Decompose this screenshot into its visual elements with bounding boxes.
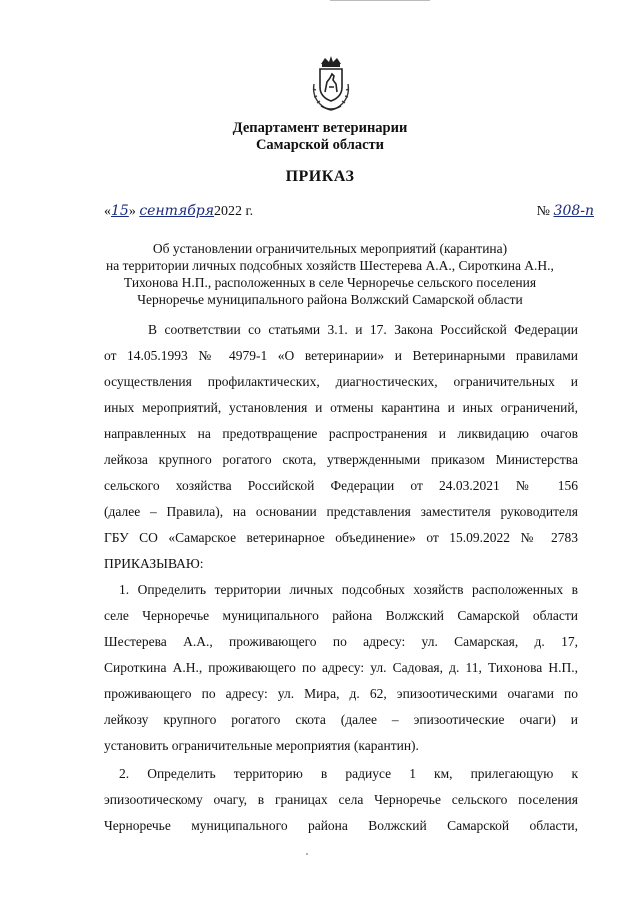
body-line: селе Черноречье муниципального района Волжский Самарской области <box>104 608 578 623</box>
date-day-handwritten: 15 <box>111 203 129 219</box>
date-year: 2022 г. <box>214 204 254 219</box>
title-line: на территории личных подсобных хозяйств Шестерева А.А., Сироткина А.Н., <box>106 258 554 273</box>
document-type-heading: ПРИКАЗ <box>285 168 355 185</box>
title-line: Тихонова Н.П., расположенных в селе Черноречье сельского поселения <box>123 275 537 290</box>
scan-speck <box>306 853 308 855</box>
body-line: Черноречье муниципального района Волжский Самарской области, <box>104 818 578 833</box>
body-line: эпизоотическому очагу, в границах села Черноречье сельского поселения <box>104 792 578 807</box>
body-line: осуществления профилактических, диагностических, ограничительных и <box>104 374 578 389</box>
body-line: Шестерева А.А., проживающего по адресу: ул. Самарская, д. 17, <box>104 634 578 649</box>
body-line: сельского хозяйства Российской Федерации от 24.03.2021 № 156 <box>104 478 578 493</box>
department-name-line1: Департамент ветеринарии <box>232 120 408 136</box>
document-number <box>537 203 594 220</box>
samara-coat-of-arms-icon <box>307 54 355 114</box>
body-line: иных мероприятий, установления и отмены карантина и иных ограничений, <box>104 400 578 415</box>
document-title <box>60 240 600 308</box>
body-line: (далее – Правила), на основании представления заместителя руководителя <box>104 504 578 519</box>
body-line: лейкозу крупного рогатого скота (далее – эпизоотические очаги) и <box>104 712 578 727</box>
date-month-handwritten: сентября <box>139 203 214 219</box>
body-line: Сироткина А.Н., проживающего по адресу: ул. Садовая, д. 11, Тихонова Н.П., <box>104 660 578 675</box>
scan-edge-line <box>330 0 430 1</box>
body-line: проживающего по адресу: ул. Мира, д. 62, эпизоотическими очагами по <box>104 686 578 701</box>
department-name-line2: Самарской области <box>255 137 385 153</box>
body-line: лейкоза крупного рогатого скота, утвержденными приказом Министерства <box>104 452 578 467</box>
date-quote-close: » <box>128 204 136 219</box>
number-handwritten: 308-п <box>553 203 594 219</box>
number-prefix: № <box>536 204 551 219</box>
title-line: Черноречье муниципального района Волжский Самарской области <box>137 292 523 307</box>
body-line: ГБУ СО «Самарское ветеринарное объединение» от 15.09.2022 № 2783 <box>104 530 578 545</box>
order-keyword: ПРИКАЗЫВАЮ: <box>104 556 204 571</box>
document-date <box>104 203 253 220</box>
body-line: направленных на предотвращение распространения и ликвидацию очагов <box>104 426 578 441</box>
title-line: Об установлении ограничительных мероприятий (карантина) <box>152 241 508 256</box>
body-line: 2. Определить территорию в радиусе 1 км, прилегающую к <box>119 766 578 781</box>
body-line: В соответствии со статьями 3.1. и 17. Закона Российской Федерации <box>148 322 578 337</box>
body-line: 1. Определить территории личных подсобных хозяйств расположенных в <box>119 582 578 597</box>
body-line: установить ограничительные мероприятия (карантин). <box>104 738 419 753</box>
body-line: от 14.05.1993 № 4979-1 «О ветеринарии» и Ветеринарными правилами <box>104 348 578 363</box>
date-quote-open: « <box>104 204 111 219</box>
